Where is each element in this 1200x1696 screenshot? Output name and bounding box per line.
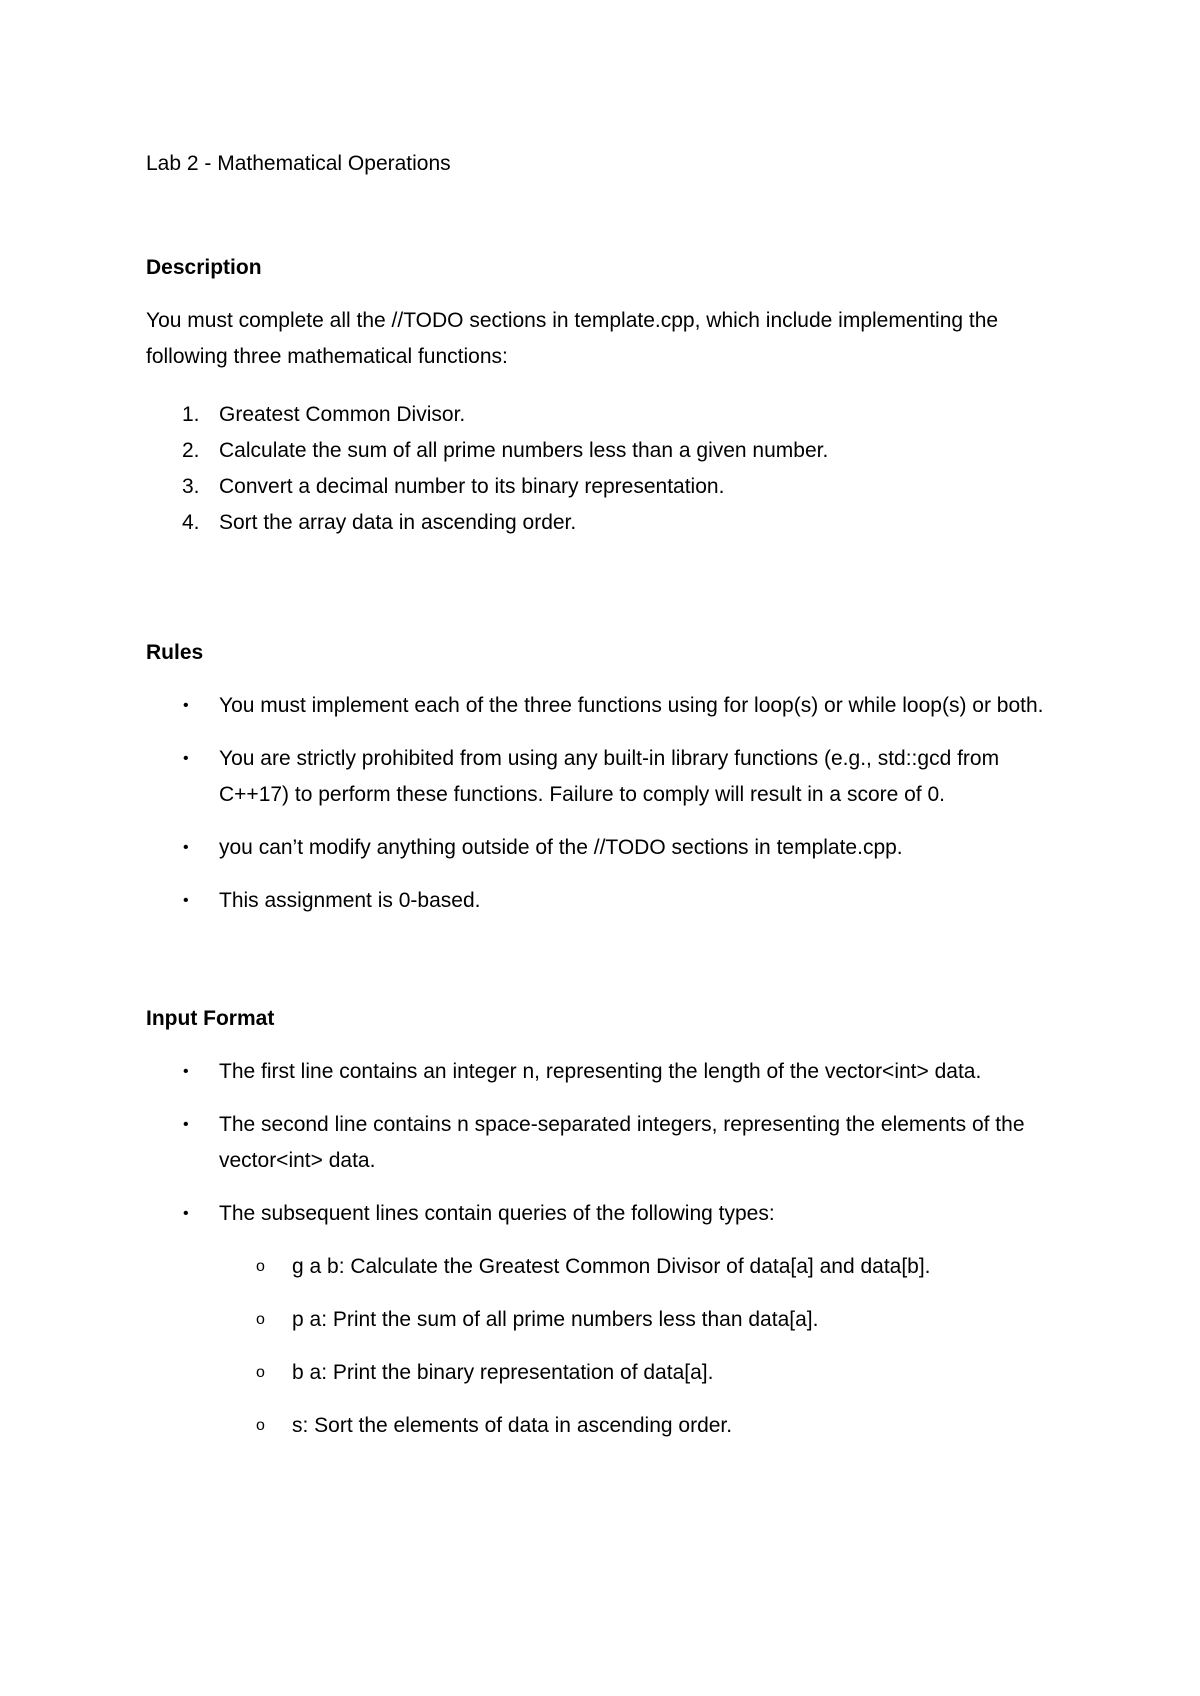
list-item-text: You must implement each of the three functions using for loop(s) or while loop(s) or both.: [219, 694, 1044, 717]
list-item: [146, 505, 1066, 541]
document-title: Lab 2 - Mathematical Operations: [146, 152, 451, 175]
list-item: [146, 688, 1066, 724]
list-number: 1.: [182, 403, 200, 426]
circle-bullet-icon: o: [256, 1417, 265, 1434]
list-item-text: Greatest Common Divisor.: [219, 403, 466, 426]
sub-list-item-text: p a: Print the sum of all prime numbers less than data[a].: [292, 1308, 819, 1331]
list-item: [146, 469, 1066, 505]
bullet-icon: •: [183, 839, 189, 856]
list-item: [146, 741, 1066, 813]
circle-bullet-icon: o: [256, 1364, 265, 1381]
list-item-text: You are strictly prohibited from using any built-in library functions (e.g., std::gcd from C++17) to perform these functions. Failure to comply will result in a score of 0.: [219, 747, 1000, 806]
query-types-list: [219, 1249, 1066, 1444]
list-item-text: Sort the array data in ascending order.: [219, 511, 577, 534]
list-item: [146, 397, 1066, 433]
description-heading: Description: [146, 256, 262, 279]
sub-list-item-text: s: Sort the elements of data in ascending order.: [292, 1414, 733, 1437]
document-content: [146, 146, 1066, 1461]
sub-list-item: [219, 1302, 1066, 1338]
list-item-text: Convert a decimal number to its binary representation.: [219, 475, 725, 498]
bullet-icon: •: [183, 1205, 189, 1222]
list-item: [146, 883, 1066, 919]
sub-list-item: [219, 1249, 1066, 1285]
list-item-text: The second line contains n space-separated integers, representing the elements of the vector<int> data.: [219, 1113, 1025, 1172]
list-item-text: The subsequent lines contain queries of the following types:: [219, 1202, 775, 1225]
list-item: [146, 1107, 1066, 1179]
sub-list-item: [219, 1355, 1066, 1391]
bullet-icon: •: [183, 1063, 189, 1080]
list-number: 4.: [182, 511, 200, 534]
list-item-text: you can’t modify anything outside of the //TODO sections in template.cpp.: [219, 836, 903, 859]
description-intro: You must complete all the //TODO sections in template.cpp, which include implementing the following three mathematical functions:: [146, 309, 999, 368]
list-item: [146, 1054, 1066, 1090]
circle-bullet-icon: o: [256, 1258, 265, 1275]
sub-list-item-text: g a b: Calculate the Greatest Common Divisor of data[a] and data[b].: [292, 1255, 931, 1278]
description-list: [146, 397, 1066, 541]
list-number: 2.: [182, 439, 200, 462]
circle-bullet-icon: o: [256, 1311, 265, 1328]
list-item-text: The first line contains an integer n, representing the length of the vector<int> data.: [219, 1060, 982, 1083]
rules-heading: Rules: [146, 641, 204, 664]
bullet-icon: •: [183, 892, 189, 909]
input-format-heading: Input Format: [146, 1007, 275, 1030]
bullet-icon: •: [183, 750, 189, 767]
input-format-list: [146, 1054, 1066, 1444]
list-item-text: Calculate the sum of all prime numbers less than a given number.: [219, 439, 829, 462]
list-number: 3.: [182, 475, 200, 498]
sub-list-item: [219, 1408, 1066, 1444]
sub-list-item-text: b a: Print the binary representation of data[a].: [292, 1361, 714, 1384]
bullet-icon: •: [183, 1116, 189, 1133]
rules-list: [146, 688, 1066, 919]
list-item: [146, 830, 1066, 866]
list-item: [146, 433, 1066, 469]
list-item: [146, 1196, 1066, 1444]
bullet-icon: •: [183, 697, 189, 714]
list-item-text: This assignment is 0-based.: [219, 889, 481, 912]
